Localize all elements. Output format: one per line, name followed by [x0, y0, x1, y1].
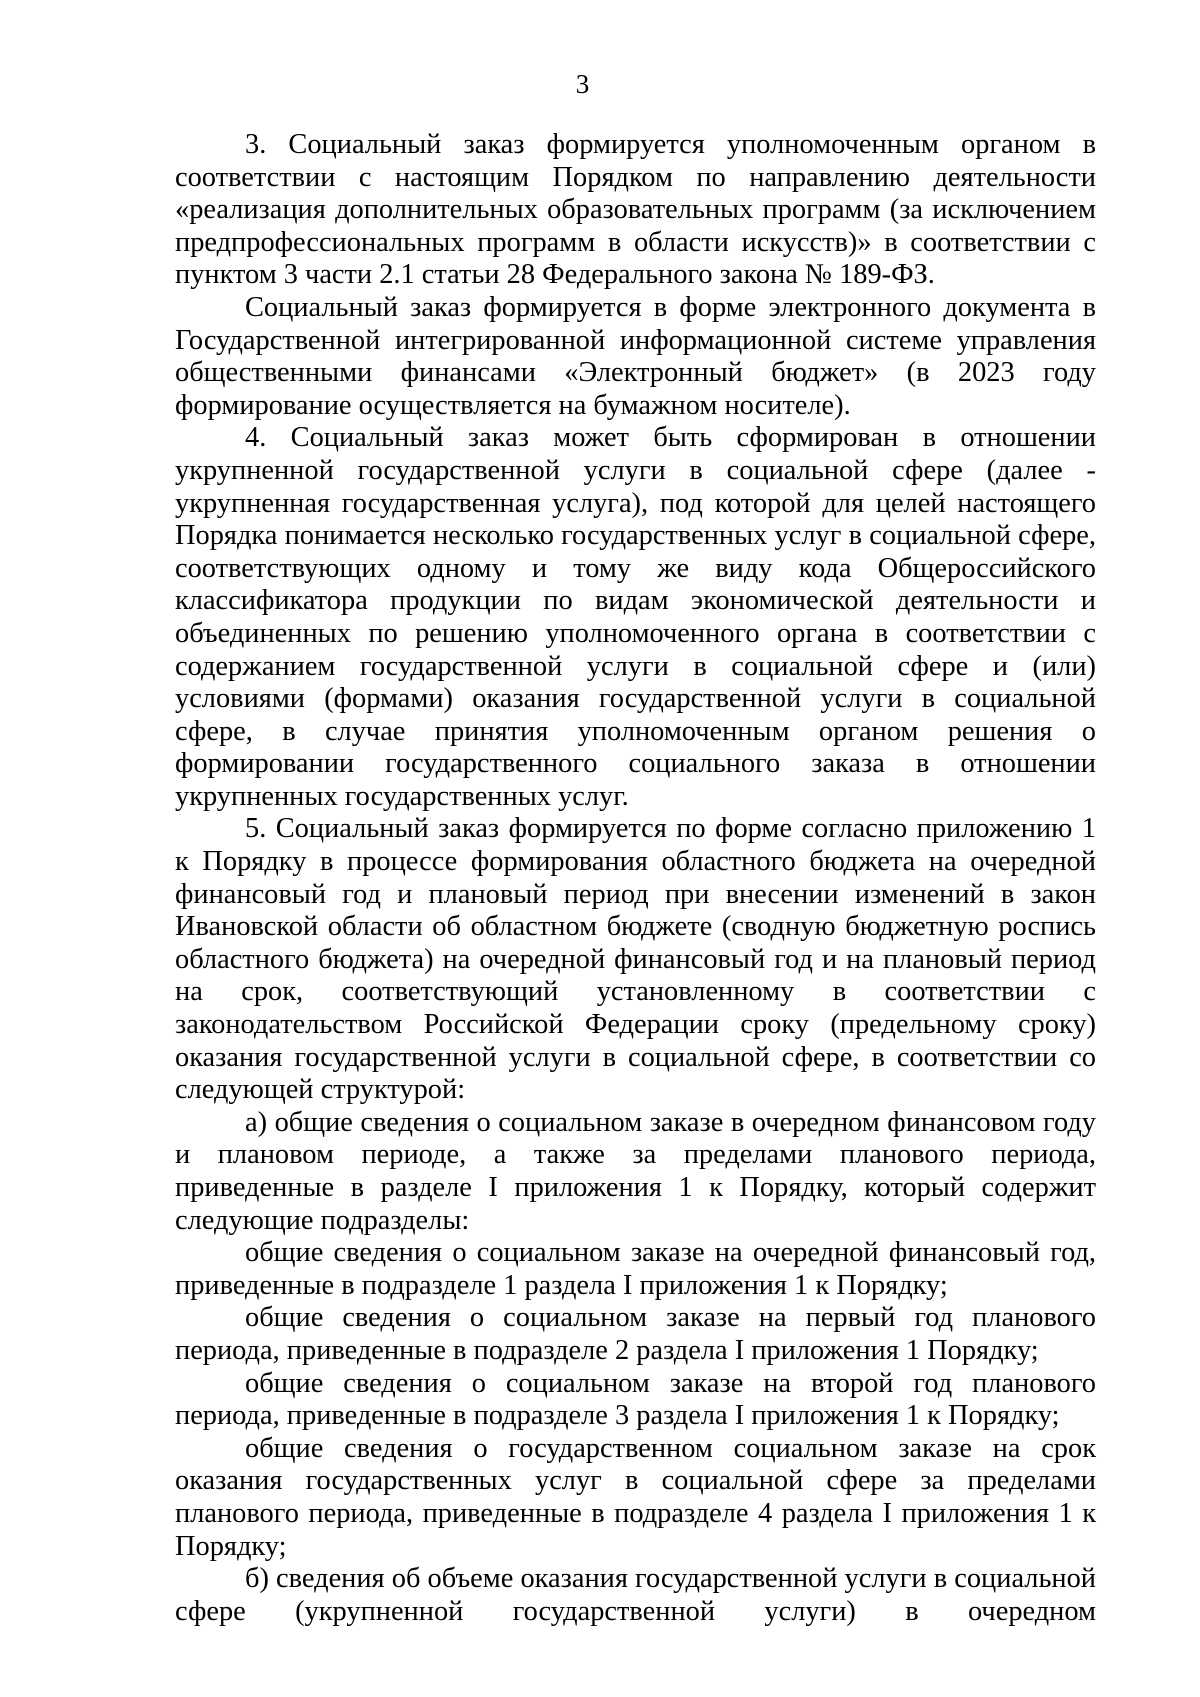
- paragraph-4-enlarged-service: 4. Социальный заказ может быть сформирован в отношении укрупненной государственной услуги в социальной сфере (далее - укрупненная государственная услуга), под которой для целей настоящего Порядка понимается несколько государственных услуг в социальной сфере, соответствующих одному и тому же виду кода Общероссийского классификатора продукции по видам экономической деятельности и объединенных по решению уполномоченного органа в соответствии с содержанием государственной услуги в социальной сфере и (или) условиями (формами) оказания государственной услуги в социальной сфере, в случае принятия уполномоченным органом решения о формировании государственного социального заказа в отношении укрупненных государственных услуг.: [175, 422, 1096, 812]
- paragraph-a-general-info: а) общие сведения о социальном заказе в очередном финансовом году и плановом периоде, а также за пределами планового периода, приведенные в разделе I приложения 1 к Порядку, который содержит следующие подразделы:: [175, 1106, 1096, 1236]
- page-number: 3: [575, 69, 590, 99]
- paragraph-electronic-document-form: Социальный заказ формируется в форме электронного документа в Государственной интегрированной информационной системе управления общественными финансами «Электронный бюджет» (в 2023 году формирование осуществляется на бумажном носителе).: [175, 291, 1096, 421]
- document-body: [175, 129, 1096, 1628]
- paragraph-5-form-structure: 5. Социальный заказ формируется по форме согласно приложению 1 к Порядку в процессе формирования областного бюджета на очередной финансовый год и плановый период при внесении изменений в закон Ивановской области об областном бюджете (сводную бюджетную роспись областного бюджета) на очередной финансовый год и на плановый период на срок, соответствующий установленному в соответствии с законодательством Российской Федерации сроку (предельному сроку) оказания государственной услуги в социальной сфере, в соответствии со следующей структурой:: [175, 813, 1096, 1106]
- paragraph-subsection-1: общие сведения о социальном заказе на очередной финансовый год, приведенные в подразделе 1 раздела I приложения 1 к Порядку;: [175, 1237, 1096, 1301]
- paragraph-3-social-order-formation: 3. Социальный заказ формируется уполномоченным органом в соответствии с настоящим Порядком по направлению деятельности «реализация дополнительных образовательных программ (за исключением предпрофессиональных программ в области искусств)» в соответствии с пунктом 3 части 2.1 статьи 28 Федерального закона № 189-ФЗ.: [175, 129, 1096, 291]
- paragraph-subsection-4: общие сведения о государственном социальном заказе на срок оказания государственных услуг в социальной сфере за пределами планового периода, приведенные в подразделе 4 раздела I приложения 1 к Порядку;: [175, 1432, 1096, 1562]
- paragraph-subsection-2: общие сведения о социальном заказе на первый год планового периода, приведенные в подразделе 2 раздела I приложения 1 Порядку;: [175, 1302, 1096, 1366]
- paragraph-b-service-volume: б) сведения об объеме оказания государственной услуги в социальной сфере (укрупненной государственной услуги) в очередном: [175, 1563, 1096, 1627]
- paragraph-subsection-3: общие сведения о социальном заказе на второй год планового периода, приведенные в подразделе 3 раздела I приложения 1 к Порядку;: [175, 1367, 1096, 1432]
